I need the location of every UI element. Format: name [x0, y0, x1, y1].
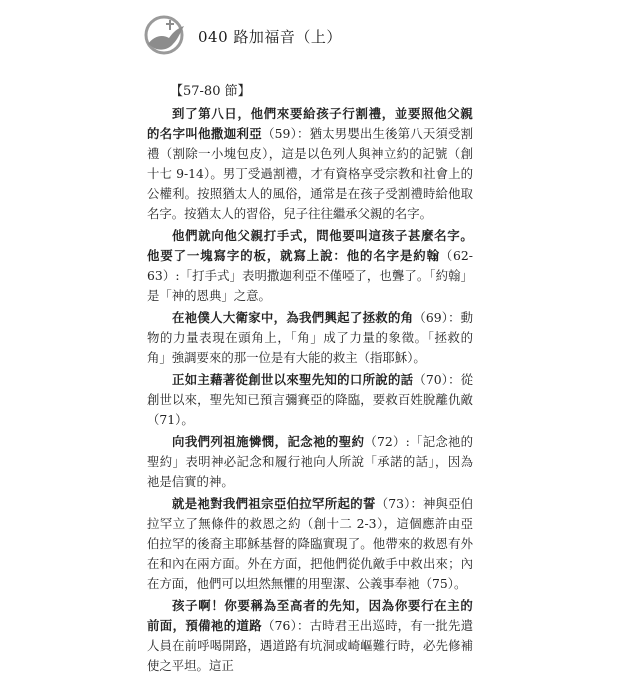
- dove-with-cross-icon: [142, 14, 188, 56]
- commentary-text: （72）:「記念祂的聖約」表明神必記念和履行祂向人所說「承諾的話」，因為祂是信實的神。: [147, 434, 473, 489]
- paragraph: [147, 596, 473, 676]
- paragraph: [147, 494, 473, 594]
- scripture-quote: 到了第八日，他們來要給孩子行割禮，並要照他父親的名字叫他撒迦利亞: [147, 106, 473, 141]
- page-header: [142, 14, 502, 56]
- paragraph: [147, 370, 473, 430]
- scripture-quote: 在祂僕人大衛家中，為我們興起了拯救的角: [172, 310, 414, 325]
- scripture-quote: 向我們列祖施憐憫，記念祂的聖約: [172, 434, 365, 449]
- commentary-text: （73）：神與亞伯拉罕立了無條件的救恩之約（創十二 2-3），這個應許由亞伯拉罕的後裔主耶穌基督的降臨實現了。他帶來的救恩有外在和內在兩方面。外在方面，把他們從仇敵手中救出來；內在方面，他們可以坦然無懼的用聖潔、公義事奉祂（75）。: [147, 496, 473, 591]
- commentary-text: （69）：動物的力量表現在頭角上，「角」成了力量的象徵。「拯救的角」強調要來的那一位是有大能的救主（指耶穌）。: [147, 310, 473, 365]
- paragraph: [147, 308, 473, 368]
- commentary-text: （76）：古時君王出巡時，有一批先遣人員在前呼喝開路，遇道路有坑洞或崎嶇難行時，必先修補使之平坦。這正: [147, 618, 473, 673]
- paragraph: [147, 432, 473, 492]
- scripture-quote: 正如主藉著從創世以來聖先知的口所說的話: [172, 372, 414, 387]
- scripture-quote: 就是祂對我們祖宗亞伯拉罕所起的誓: [172, 496, 376, 511]
- page-number: 040: [198, 28, 229, 46]
- paragraph: [147, 104, 473, 224]
- scripture-quote: 孩子啊！你要稱為至高者的先知，因為你要行在主的前面，預備祂的道路: [147, 598, 473, 633]
- commentary-body: [147, 104, 473, 678]
- commentary-text: （70）：從創世以來，聖先知已預言彌賽亞的降臨，要救百姓脫離仇敵（71）。: [147, 372, 473, 427]
- page-title: [198, 26, 342, 47]
- commentary-text: （62-63）:「打手式」表明撒迦利亞不僅啞了，也聾了。「約翰」是「神的恩典」之意。: [147, 248, 473, 303]
- scripture-quote: 他們就向他父親打手式，問他要叫這孩子甚麼名字。他要了一塊寫字的板，就寫上說：他的名字是約翰: [147, 228, 473, 263]
- paragraph: [147, 226, 473, 306]
- commentary-text: （59）：猶太男嬰出生後第八天須受割禮（割除一小塊包皮），這是以色列人與神立約的記號（創十七 9-14）。男丁受過割禮，才有資格享受宗教和社會上的公權利。按照猶太人的風俗，通常是在孩子受割禮時給他取名字。按猶太人的習俗，兒子往往繼承父親的名字。: [147, 126, 473, 221]
- book-title: 路加福音（上）: [233, 28, 342, 46]
- section-label: 【57-80 節】: [170, 84, 251, 99]
